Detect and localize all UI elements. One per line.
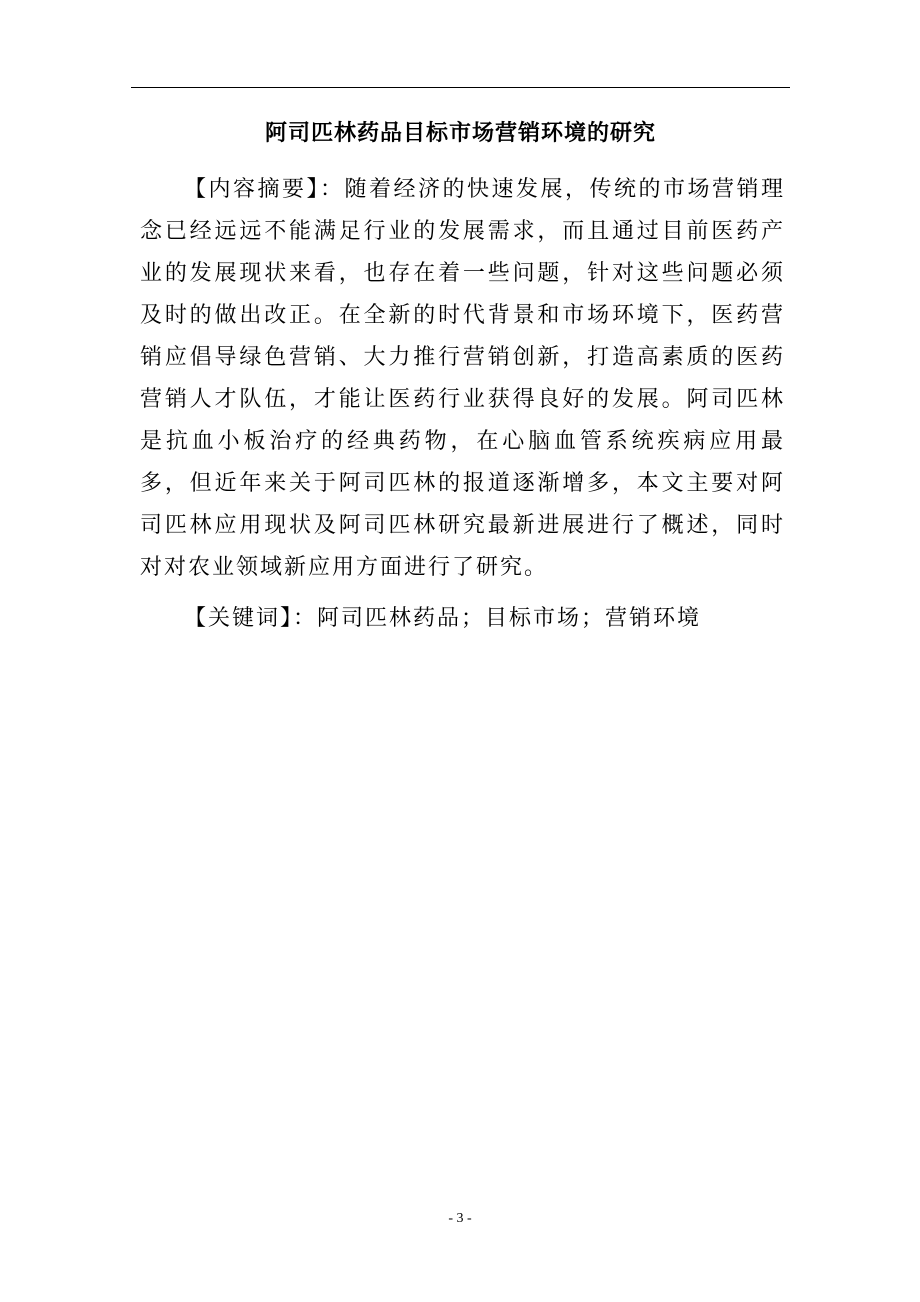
document-title: 阿司匹林药品目标市场营销环境的研究 (264, 121, 656, 146)
keywords-section (140, 598, 785, 640)
abstract-label: 【内容摘要】： (184, 177, 345, 202)
keywords-label: 【关键词】： (184, 606, 318, 631)
page-number: - 3 - (448, 1211, 472, 1226)
header-rule (131, 87, 790, 88)
abstract-text: 随着经济的快速发展，传统的市场营销理念已经远远不能满足行业的发展需求，而且通过目前医药产业的发展现状来看，也存在着一些问题，针对这些问题必须及时的做出改正。在全新的时代背景和市场环境下，医药营销应倡导绿色营销、大力推行营销创新，打造高素质的医药营销人才队伍，才能让医药行业获得良好的发展。阿司匹林是抗血小板治疗的经典药物，在心脑血管系统疾病应用最多，但近年来关于阿司匹林的报道逐渐增多，本文主要对阿司匹林应用现状及阿司匹林研究最新进展进行了概述，同时对对农业领域新应用方面进行了研究。 (140, 177, 785, 580)
keywords-text: 阿司匹林药品；目标市场；营销环境 (317, 606, 702, 631)
abstract-paragraph (140, 169, 785, 589)
abstract-section (140, 169, 785, 589)
